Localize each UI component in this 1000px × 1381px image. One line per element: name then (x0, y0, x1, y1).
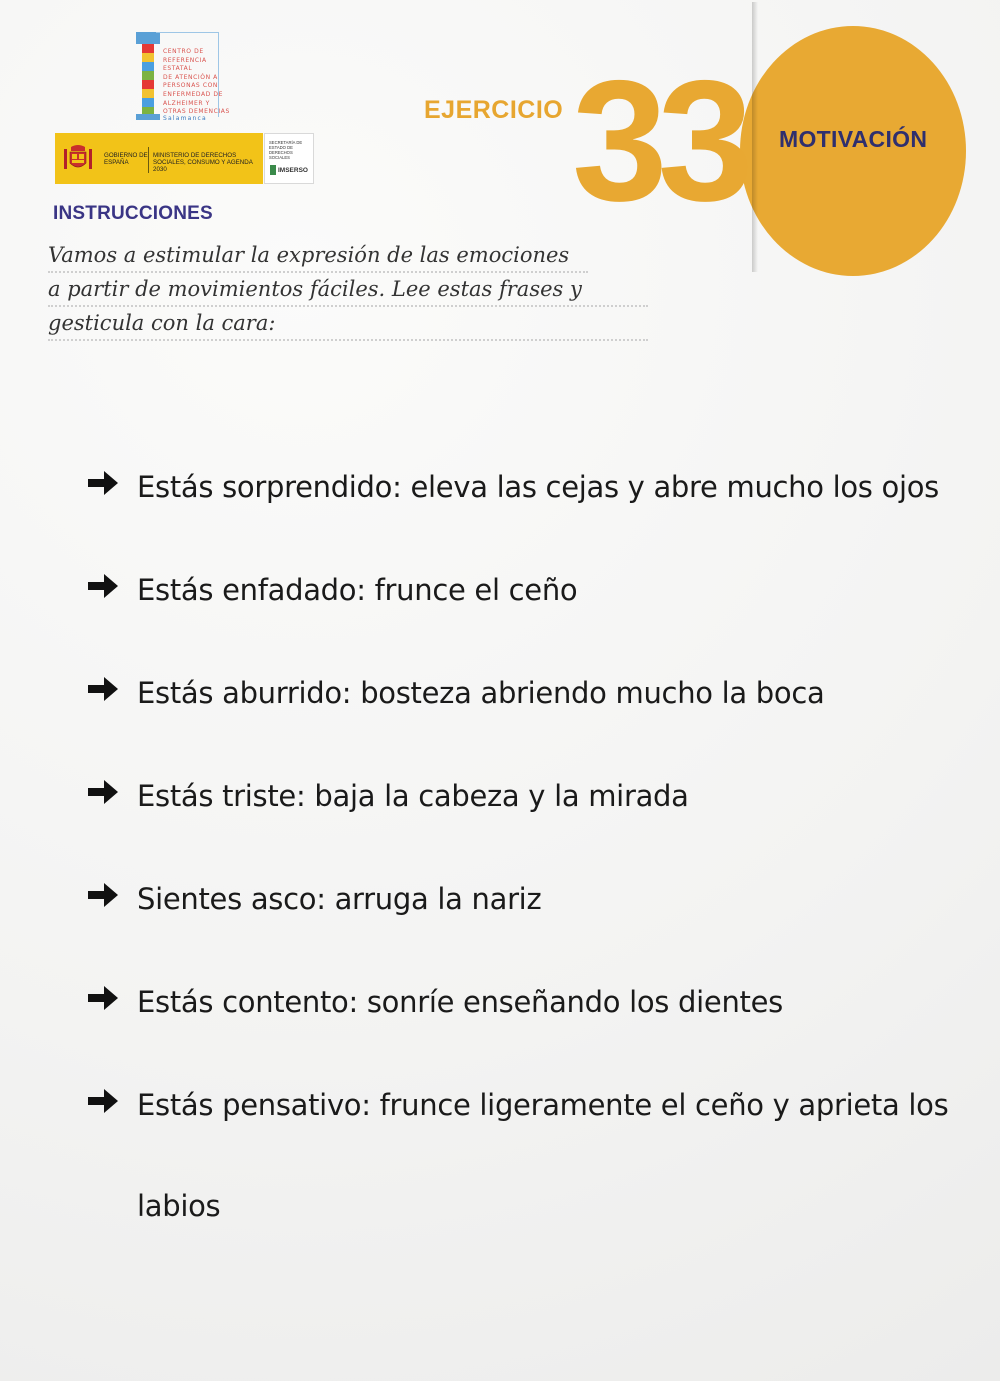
divider (148, 147, 149, 173)
list-item-text: Estás enfadado: frunce el ceño (137, 573, 578, 607)
list-item (86, 460, 946, 563)
category-label: MOTIVACIÓN (779, 126, 928, 152)
list-item (86, 666, 946, 769)
arrow-right-icon (86, 571, 120, 601)
secretaria-label: SECRETARÍA DE ESTADO DE DERECHOS SOCIALES (269, 140, 303, 160)
list-item-continuation: labios (137, 1189, 221, 1223)
creer-city: Salamanca (163, 115, 207, 122)
ministerio-label: MINISTERIO DE DERECHOS SOCIALES, CONSUMO Y AGENDA 2030 (153, 152, 253, 173)
instructions-line: gesticula con la cara: (48, 308, 648, 342)
coat-of-arms-icon (63, 143, 93, 173)
list-item-text: Estás aburrido: bosteza abriendo mucho la boca (137, 676, 825, 710)
arrow-right-icon (86, 468, 120, 498)
gobierno-label: GOBIERNO DE ESPAÑA (104, 152, 148, 166)
arrow-right-icon (86, 983, 120, 1013)
list-item (86, 975, 946, 1078)
list-item (86, 563, 946, 666)
ejercicio-label: EJERCICIO (424, 96, 564, 124)
exercise-number: 33 (572, 45, 744, 237)
list-item-text: Estás triste: baja la cabeza y la mirada (137, 779, 689, 813)
emotion-list (86, 460, 949, 1181)
instructions-heading: INSTRUCCIONES (53, 203, 213, 224)
creer-logo-text: CENTRO DE REFERENCIA ESTATAL DE ATENCIÓN A PERSONAS CON ENFERMEDAD DE ALZHEIMER Y OTRAS DEMENCIAS (163, 48, 230, 116)
arrow-right-icon (86, 880, 120, 910)
list-item-text: Estás contento: sonríe enseñando los dientes (137, 985, 783, 1019)
imserso-icon (270, 165, 276, 175)
gobierno-banner (55, 133, 263, 184)
arrow-right-icon (86, 674, 120, 704)
instructions-line: Vamos a estimular la expresión de las emociones (48, 240, 648, 274)
list-item-text: Estás sorprendido: eleva las cejas y abre mucho los ojos (137, 470, 939, 504)
arrow-right-icon (86, 1086, 120, 1116)
list-item (86, 872, 946, 975)
page-tab-shadow (752, 2, 758, 272)
imserso-logo (264, 133, 314, 184)
arrow-right-icon (86, 777, 120, 807)
list-item (86, 1078, 949, 1181)
imserso-name: IMSERSO (278, 167, 308, 174)
list-item (86, 769, 946, 872)
instructions-text (48, 240, 648, 342)
instructions-line: a partir de movimientos fáciles. Lee estas frases y (48, 274, 648, 308)
list-item-text: Estás pensativo: frunce ligeramente el ceño y aprieta los (137, 1088, 949, 1122)
list-item-text: Sientes asco: arruga la nariz (137, 882, 542, 916)
